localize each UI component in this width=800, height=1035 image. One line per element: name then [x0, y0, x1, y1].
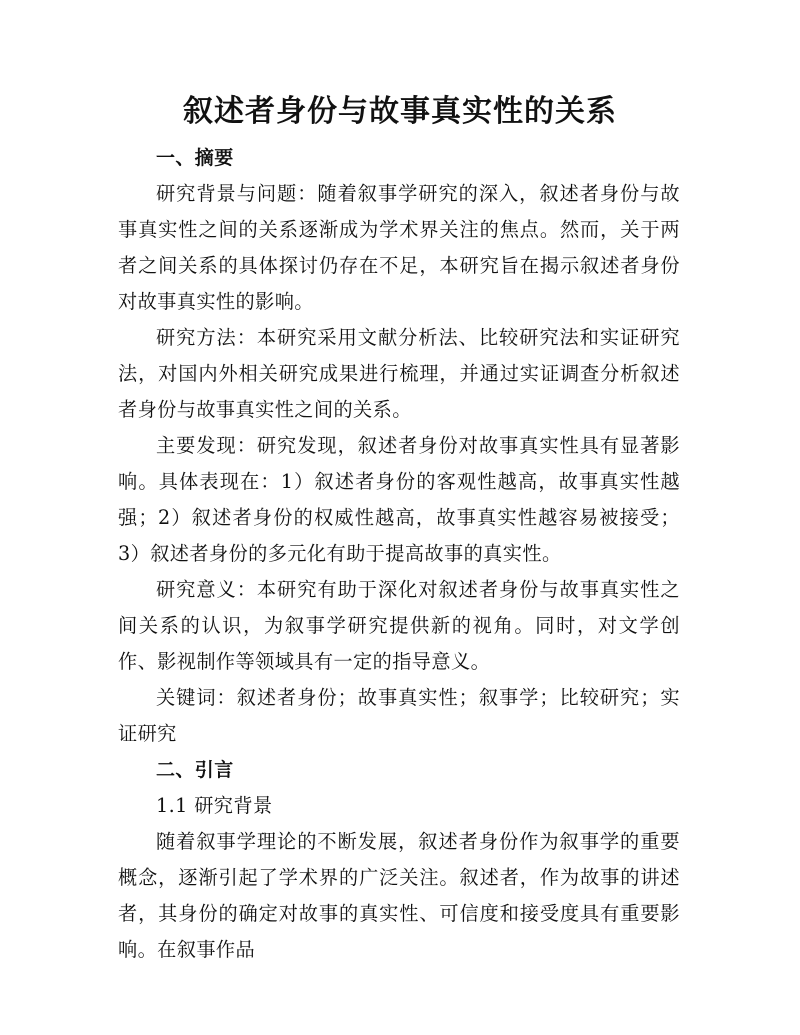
findings-paragraph: 主要发现：研究发现，叙述者身份对故事真实性具有显著影响。具体表现在：1）叙述者身份的客观性越高，故事真实性越强；2）叙述者身份的权威性越高，故事真实性越容易被接受；3）叙述者身份的多元化有助于提高故事的真实性。 [118, 434, 680, 565]
document-title: 叙述者身份与故事真实性的关系 [183, 94, 617, 129]
intro-paragraph: 随着叙事学理论的不断发展，叙述者身份作为叙事学的重要概念，逐渐引起了学术界的广泛关注。叙述者，作为故事的讲述者，其身份的确定对故事的真实性、可信度和接受度具有重要影响。在叙事作品 [118, 830, 680, 961]
keywords-paragraph: 关键词：叙述者身份；故事真实性；叙事学；比较研究；实证研究 [118, 686, 680, 745]
significance-paragraph: 研究意义：本研究有助于深化对叙述者身份与故事真实性之间关系的认识，为叙事学研究提供新的视角。同时，对文学创作、影视制作等领域具有一定的指导意义。 [118, 578, 680, 673]
background-paragraph: 研究背景与问题：随着叙事学研究的深入，叙述者身份与故事真实性之间的关系逐渐成为学术界关注的焦点。然而，关于两者之间关系的具体探讨仍存在不足，本研究旨在揭示叙述者身份对故事真实性的影响。 [118, 182, 680, 313]
intro-heading: 二、引言 [156, 759, 234, 781]
abstract-heading: 一、摘要 [156, 147, 234, 169]
document-body [118, 140, 680, 968]
intro-sub-heading: 1.1 研究背景 [156, 794, 273, 817]
methods-paragraph: 研究方法：本研究采用文献分析法、比较研究法和实证研究法，对国内外相关研究成果进行梳理，并通过实证调查分析叙述者身份与故事真实性之间的关系。 [118, 326, 680, 421]
